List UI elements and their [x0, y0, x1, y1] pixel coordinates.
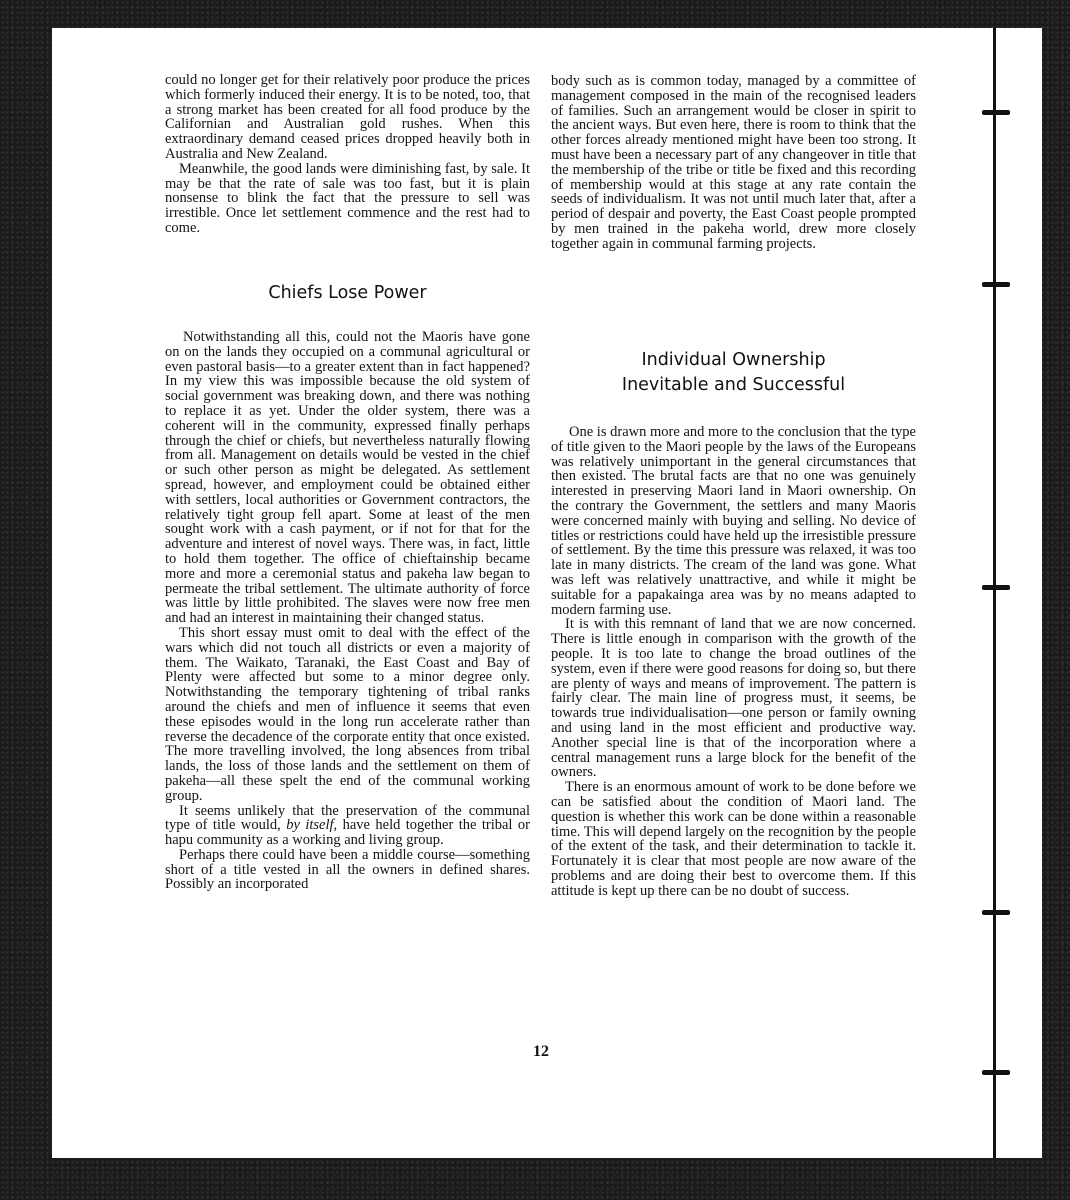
right-column-top — [551, 74, 916, 252]
binding-stitch — [982, 1070, 1010, 1075]
paragraph: Perhaps there could have been a middle course—something short of a title vested in all the owners in defined shares. Possibly an incorporated — [165, 846, 530, 893]
binding-stitch — [982, 282, 1010, 287]
section-heading-line: Inevitable and Successful — [621, 375, 846, 395]
paragraph: Notwithstanding all this, could not the Maoris have gone on on the lands they occupied on a communal agricultural or even pastoral basis—to a greater extent than in fact happened? In my view this was impossible because the old system of social government was breaking down, and there was nothing to replace it as yet. Under the older system, there was a coherent will in the community, expressed finally perhaps through the chief or chiefs, but nevertheless naturally flowing from all. Management on details would be vested in the chief or such other person as might be delegated. As settlement spread, however, and employment could be obtained either with settlers, local authorities or Government contractors, the relatively tight group fell apart. Some at least of the men sought work with a cash payment, or if not for that for the adventure and interest of novel ways. There was, in fact, little to hold them together. The office of chieftainship became more and more a ceremonial status and pakeha law began to permeate the tribal settlement. The ultimate authority of force was little by little prohibited. The slaves were now free men and had an interest in maintaining their changed status. — [165, 329, 530, 627]
section-heading-line: Individual Ownership — [641, 350, 826, 370]
text-run: It seems unlikely that the preservation of the communal type of title would, — [165, 802, 530, 834]
left-column-top — [165, 73, 530, 236]
paragraph: could no longer get for their relatively poor produce the prices which formerly induced their energy. It is to be noted, too, that a strong market has been created for all food produce by the Californian and Australian gold rushes. When this extraordinary demand ceased prices dropped heavily both in Australia and New Zealand. — [165, 72, 530, 162]
binding-stitch — [982, 585, 1010, 590]
text-run: have held together the tribal or hapu community as a working and living group. — [165, 817, 530, 849]
section-heading: Chiefs Lose Power — [268, 283, 427, 303]
paragraph — [165, 804, 530, 848]
paragraph: This short essay must omit to deal with the effect of the wars which did not touch all districts or even a majority of them. The Waikato, Taranaki, the East Coast and Bay of Plenty were affected but some to a minor degree only. Notwithstanding the temporary tightening of tribal ranks around the chiefs and men of influence it seems that even these episodes would in the long run accelerate rather than reverse the decadence of the corporate entity that once existed. The more travelling involved, the long absences from tribal lands, the loss of those lands and the settlement on them of pakeha—all these spelt the end of the communal working group. — [165, 624, 530, 804]
left-column-body — [165, 330, 530, 892]
paragraph: It is with this remnant of land that we are now concerned. There is little enough in comparison with the growth of the people. It is too late to change the broad outlines of the system, even if there were good reasons for doing so, but there are plenty of ways and means of improvement. The pattern is fairly clear. The main line of progress must, it seems, be towards true individualisation—one person or family owning and using land in the most efficient and productive way. Another special line is that of the incorporation where a central management runs a large block for the benefit of the owners. — [551, 616, 916, 781]
binding-stitch — [982, 110, 1010, 115]
paragraph: Meanwhile, the good lands were diminishing fast, by sale. It may be that the rate of sale was too fast, but it is plain nonsense to blink the fact that the pressure to sell was irrestible. Once let settlement commence and the rest had to come. — [165, 160, 530, 236]
paragraph: There is an enormous amount of work to be done before we can be satisfied about the condition of Maori land. The question is whether this work can be done within a reasonable time. This will depend largely on the recognition by the people of the extent of the task, and their determination to tackle it. Fortunately it is clear that most people are now aware of the problems and are doing their best to overcome them. If this attitude is kept up there can be no doubt of success. — [551, 779, 916, 899]
paragraph: One is drawn more and more to the conclusion that the type of title given to the Maori people by the laws of the Europeans was relatively unimportant in the general circumstances that then existed. The brutal facts are that no one was genuinely interested in preserving Maori land in Maori ownership. On the contrary the Government, the settlers and many Maoris were concerned mainly with buying and selling. No device of titles or restrictions could have held up the irresistible pressure of settlement. By the time this pressure was relaxed, it was too late in many districts. The cream of the land was gone. What was left was relatively unattractive, and while it might be suitable for a papakainga area was by no means adapted to modern farming use. — [551, 424, 916, 618]
paragraph: body such as is common today, managed by a committee of management composed in the main of the recognised leaders of families. Such an arrangement would be closer in spirit to the ancient ways. But even here, there is room to think that the other forces already mentioned might have been too strong. It must have been a necessary part of any changeover in title that the membership of the tribe or title be fixed and this recording of membership would at this stage at any rate contain the seeds of individualism. It was not until much later that, after a period of despair and poverty, the East Coast people prompted by men trained in the pakeha world, drew more closely together again in communal farming projects. — [551, 73, 916, 252]
page-number: 12 — [533, 1043, 549, 1060]
right-column-body — [551, 425, 916, 899]
binding-edge — [993, 28, 996, 1158]
section-heading-block — [551, 348, 916, 398]
binding-stitch — [982, 910, 1010, 915]
italic-text: by itself, — [286, 817, 338, 834]
